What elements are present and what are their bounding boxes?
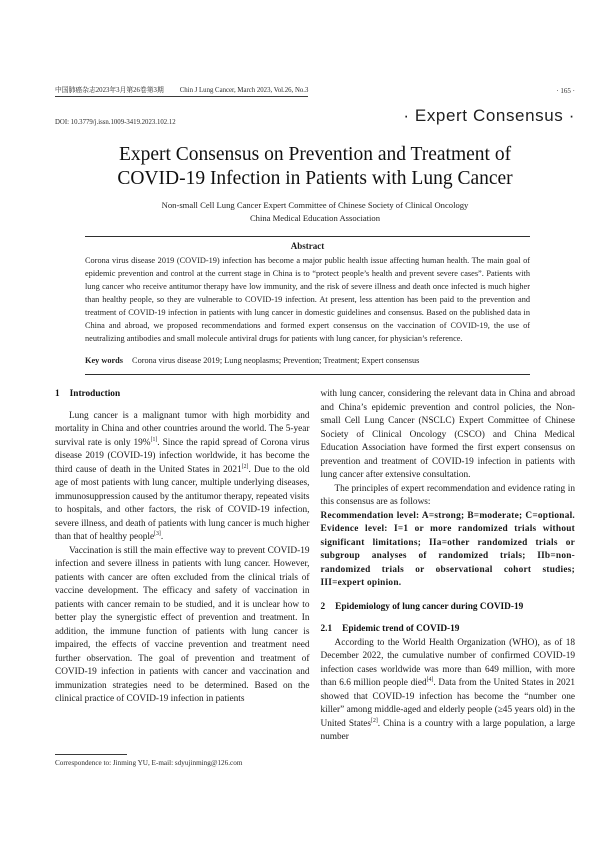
abstract-text: Corona virus disease 2019 (COVID-19) infection has become a major public health issue affecting human health. The main goal of epidemic prevention and control at the current stage in China is to “protect people’s health and prevent severe cases”. Patients with lung cancer who receive antitumor therapy have low immunity, and the risk of severe illness and death once infected is much higher than healthy people, so they are vulnerable to COVID-19 infection. At present, less attention has been paid to the prevention and treatment of COVID-19 infection in patients with lung cancer in domestic guidelines and consensus. Based on the published data in China and abroad, we proposed recommendations and formed expert consensus on the vaccination of COVID-19, the use of neutralizing antibodies and small molecule antiviral drugs for patients with lung cancer, for physician’s reference.: [85, 256, 530, 343]
section-2-1-heading: [321, 623, 576, 637]
journal-title-cn: 中国肺癌杂志2023年3月第26卷第3期: [55, 87, 164, 94]
page-number: · 165 ·: [556, 87, 575, 95]
footnote-rule: [55, 754, 127, 755]
article-title: [55, 143, 575, 191]
article-body: [55, 388, 575, 745]
section-2-heading: [321, 601, 576, 615]
abstract-bottom-rule: [85, 374, 530, 375]
title-line-1: Expert Consensus on Prevention and Treatment of: [118, 144, 512, 165]
keywords-label: Key words: [85, 356, 124, 365]
footnote-text: Correspondence to: Jinming YU, E-mail: sdyujinming@126.com: [55, 759, 243, 767]
abstract-section: [85, 236, 530, 365]
section-1-title: Introduction: [69, 389, 121, 399]
correspondence-footnote: [55, 754, 307, 767]
author-affiliations: [55, 199, 575, 225]
keywords-row: [85, 356, 530, 365]
recommendation-levels-text: Recommendation level: A=strong; B=moderate; C=optional. Evidence level: I=1 or more randomized trials without significant limitations; IIa=other randomized trials or subgroup analyses of randomized trials; IIb=non-randomized trials or observational cohort studies; III=expert opinion.: [320, 510, 575, 588]
section-1-heading: [55, 388, 310, 402]
title-line-2: COVID-19 Infection in Patients with Lung Cancer: [117, 168, 513, 189]
left-column: [55, 388, 310, 745]
section-2-1-number: 2.1: [320, 624, 333, 634]
doi: DOI: 10.3779/j.issn.1009-3419.2023.102.12: [55, 119, 176, 126]
abstract-heading: Abstract: [290, 241, 325, 251]
journal-title-en: Chin J Lung Cancer, March 2023, Vol.26, No.3: [179, 87, 309, 94]
section-1-number: 1: [55, 389, 60, 399]
keywords-text: Corona virus disease 2019; Lung neoplasms; Prevention; Treatment; Expert consensus: [132, 356, 420, 365]
intro-paragraph-2: Vaccination is still the main effective way to prevent COVID-19 infection and severe illness in patients with lung cancer. However, patients with cancer are often excluded from the clinical trials of vaccine development. The efficacy and safety of vaccination in patients with cancer remain to be studied, and it is unclear how to better play the synergistic effect of prevention and treatment. In addition, the immune function of patients with lung cancer is impaired, the effects of vaccine prevention and treatment need further observation. The goal of prevention and treatment of COVID-19 infection in patients with cancer and vaccination and immunization strategies need to be determined. Based on the clinical practice of COVID-19 infection in patients: [55, 545, 310, 704]
article-type-label: · Expert Consensus ·: [403, 106, 575, 125]
section-2-number: 2: [320, 601, 326, 612]
epidemic-trend-paragraph: According to the World Health Organization (WHO), as of 18 December 2022, the cumulative number of confirmed COVID-19 infection cases worldwide was more than 649 million, with more than 6.6 million people died[4]. Data from the United States in 2021 showed that COVID-19 infection has become the “number one killer” among middle-aged and elderly people (≥45 years old) in the United States[2]. China is a country with a large population, a large number: [320, 637, 575, 742]
principles-paragraph: The principles of expert recommendation and evidence rating in this consensus are as follows:: [320, 483, 575, 507]
abstract-top-rule: [85, 236, 530, 237]
continuation-paragraph: with lung cancer, considering the relevant data in China and abroad and China’s epidemic prevention and control policies, the Non-small Cell Lung Cancer (NSCLC) Expert Committee of Chinese Society of Clinical Oncology (CSCO) and China Medical Education Association have formed the first expert consensus on prevention and treatment of COVID-19 infection in patients with lung cancer after extensive consultation.: [320, 389, 575, 480]
author-line-2: China Medical Education Association: [249, 213, 381, 223]
section-2-1-title: Epidemic trend of COVID-19: [342, 624, 460, 634]
journal-info: [55, 84, 308, 97]
intro-paragraph-1: Lung cancer is a malignant tumor with high morbidity and mortality in China and other countries around the world. The 5-year survival rate is only 19%[1]. Since the rapid spread of Corona virus disease 2019 (COVID-19) infection worldwide, it has become the third cause of death in the United States in 2021[2]. Due to the old age of most patients with lung cancer, multiple underlying diseases, immunosuppression caused by the antitumor therapy, repeated visits to hospitals, and other factors, the risk of COVID-19 infection, severe illness, and death of patients with lung cancer is much higher than that of healthy people[3].: [55, 410, 310, 542]
doi-row: [55, 106, 575, 126]
masthead: [55, 84, 575, 97]
right-column: [321, 388, 576, 745]
author-line-1: Non-small Cell Lung Cancer Expert Committee of Chinese Society of Clinical Oncology: [161, 200, 469, 210]
section-2-title: Epidemiology of lung cancer during COVID-19: [335, 601, 524, 612]
